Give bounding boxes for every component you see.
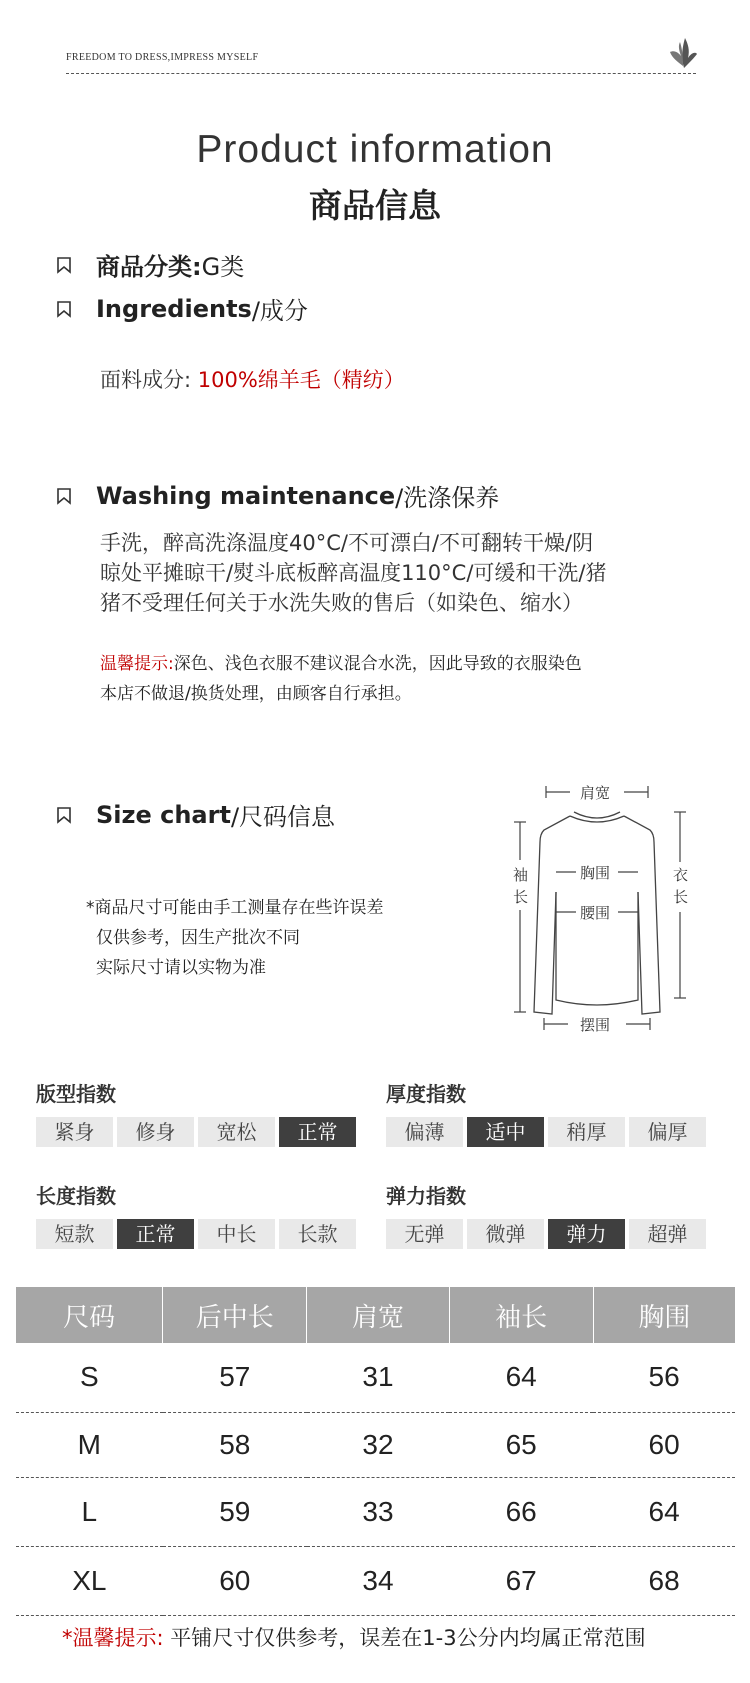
washing-line: 手洗，醉高洗涤温度40°C/不可漂白/不可翻转干燥/阴 (100, 531, 594, 555)
fit-index (36, 1078, 356, 1147)
length-option-selected: 正常 (117, 1219, 194, 1249)
ingredients-heading-cn: /成分 (251, 297, 308, 325)
back-length-cell: 60 (163, 1546, 307, 1615)
washing-line: 晾处平摊晾干/熨斗底板醉高温度110°C/可缓和干洗/猪 (100, 561, 607, 585)
page-title-en: Product information (196, 128, 554, 171)
thickness-index (386, 1078, 706, 1147)
size-chart-section (56, 797, 335, 832)
washing-heading: Washing maintenance (96, 481, 396, 510)
elasticity-option: 微弹 (467, 1219, 544, 1249)
back-length-cell: 58 (163, 1412, 307, 1477)
thickness-index-label: 厚度指数 (386, 1082, 466, 1106)
page-title-cn: 商品信息 (309, 186, 441, 225)
thickness-option: 稍厚 (548, 1117, 625, 1147)
brand-slogan: FREEDOM TO DRESS,IMPRESS MYSELF (66, 52, 259, 63)
fit-option-selected: 正常 (279, 1117, 356, 1147)
back-length-cell: 59 (163, 1477, 307, 1546)
header-size: 尺码 (16, 1287, 163, 1343)
washing-heading-cn: /洗涤保养 (395, 484, 500, 512)
bookmark-icon (56, 300, 72, 318)
length-label: 衣 (673, 866, 689, 884)
garment-measurement-diagram (500, 772, 700, 1032)
size-note: 实际尺寸请以实物为准 (96, 958, 266, 978)
thickness-option-selected: 适中 (467, 1117, 544, 1147)
thickness-option: 偏薄 (386, 1117, 463, 1147)
shoulder-cell: 34 (307, 1546, 449, 1615)
header-divider (66, 73, 696, 74)
washing-line: 猪不受理任何关于水洗失败的售后（如染色、缩水） (100, 591, 583, 615)
fit-option: 宽松 (198, 1117, 275, 1147)
sleeve-cell: 66 (449, 1477, 593, 1546)
size-chart-heading: Size chart (96, 800, 231, 829)
sleeve-label: 袖 (513, 866, 529, 884)
fit-option: 紧身 (36, 1117, 113, 1147)
table-row (16, 1343, 735, 1412)
size-notes (86, 893, 384, 983)
footnote-text: 平铺尺寸仅供参考，误差在1-3公分内均属正常范围 (170, 1626, 646, 1650)
ingredients-section (56, 291, 308, 326)
chest-label: 胸围 (580, 864, 611, 882)
washing-section (56, 478, 499, 513)
table-row (16, 1477, 735, 1546)
bookmark-icon (56, 806, 72, 824)
fabric-value: 100%绵羊毛（精纺） (197, 368, 405, 392)
thickness-index-options (386, 1117, 706, 1147)
chest-cell: 68 (593, 1546, 735, 1615)
size-cell: XL (16, 1546, 163, 1615)
chest-cell: 64 (593, 1477, 735, 1546)
ingredients-heading: Ingredients (96, 294, 252, 323)
header-sleeve: 袖长 (449, 1287, 593, 1343)
size-cell: M (16, 1412, 163, 1477)
table-row (16, 1412, 735, 1477)
washing-tip (100, 649, 582, 709)
table-row (16, 1546, 735, 1615)
back-length-cell: 57 (163, 1343, 307, 1412)
size-chart-heading-cn: /尺码信息 (230, 803, 336, 831)
fabric-composition (100, 365, 405, 395)
hem-label: 摆围 (580, 1016, 611, 1032)
size-table-header (16, 1287, 735, 1343)
fit-option: 修身 (117, 1117, 194, 1147)
length-index-options (36, 1219, 356, 1249)
length-option: 长款 (279, 1219, 356, 1249)
sleeve-cell: 65 (449, 1412, 593, 1477)
shoulder-cell: 33 (307, 1477, 449, 1546)
fit-index-options (36, 1117, 356, 1147)
sleeve-cell: 64 (449, 1343, 593, 1412)
chest-cell: 60 (593, 1412, 735, 1477)
butterfly-icon (668, 34, 698, 70)
fabric-label: 面料成分: (100, 368, 192, 392)
size-note: 仅供参考，因生产批次不同 (96, 928, 300, 948)
category-value: G类 (201, 253, 245, 281)
header-chest: 胸围 (593, 1287, 735, 1343)
shoulder-cell: 31 (307, 1343, 449, 1412)
elasticity-option-selected: 弹力 (548, 1219, 625, 1249)
sleeve-cell: 67 (449, 1546, 593, 1615)
size-cell: S (16, 1343, 163, 1412)
tip-text: 深色、浅色衣服不建议混合水洗，因此导致的衣服染色 (173, 654, 582, 674)
header-shoulder: 肩宽 (307, 1287, 449, 1343)
category-section (56, 247, 244, 282)
bookmark-icon (56, 256, 72, 274)
elasticity-index (386, 1180, 706, 1249)
bookmark-icon (56, 487, 72, 505)
category-label: 商品分类: (96, 253, 202, 281)
header-back-length: 后中长 (163, 1287, 307, 1343)
elasticity-index-options (386, 1219, 706, 1249)
washing-instructions (100, 528, 606, 618)
length-option: 中长 (198, 1219, 275, 1249)
tip-label: 温馨提示: (100, 654, 174, 674)
size-footnote (62, 1622, 646, 1652)
length-label: 长 (673, 888, 689, 906)
size-note: *商品尺寸可能由手工测量存在些许误差 (86, 898, 384, 918)
length-index (36, 1180, 356, 1249)
tip-text: 本店不做退/换货处理，由顾客自行承担。 (100, 684, 412, 704)
length-index-label: 长度指数 (36, 1184, 116, 1208)
elasticity-index-label: 弹力指数 (386, 1184, 466, 1208)
elasticity-option: 无弹 (386, 1219, 463, 1249)
shoulder-cell: 32 (307, 1412, 449, 1477)
sleeve-label: 长 (513, 888, 529, 906)
elasticity-option: 超弹 (629, 1219, 706, 1249)
length-option: 短款 (36, 1219, 113, 1249)
size-table (16, 1287, 735, 1616)
size-cell: L (16, 1477, 163, 1546)
thickness-option: 偏厚 (629, 1117, 706, 1147)
fit-index-label: 版型指数 (36, 1082, 116, 1106)
footnote-label: *温馨提示: (62, 1626, 164, 1650)
waist-label: 腰围 (580, 904, 611, 922)
shoulder-label: 肩宽 (580, 784, 611, 802)
chest-cell: 56 (593, 1343, 735, 1412)
